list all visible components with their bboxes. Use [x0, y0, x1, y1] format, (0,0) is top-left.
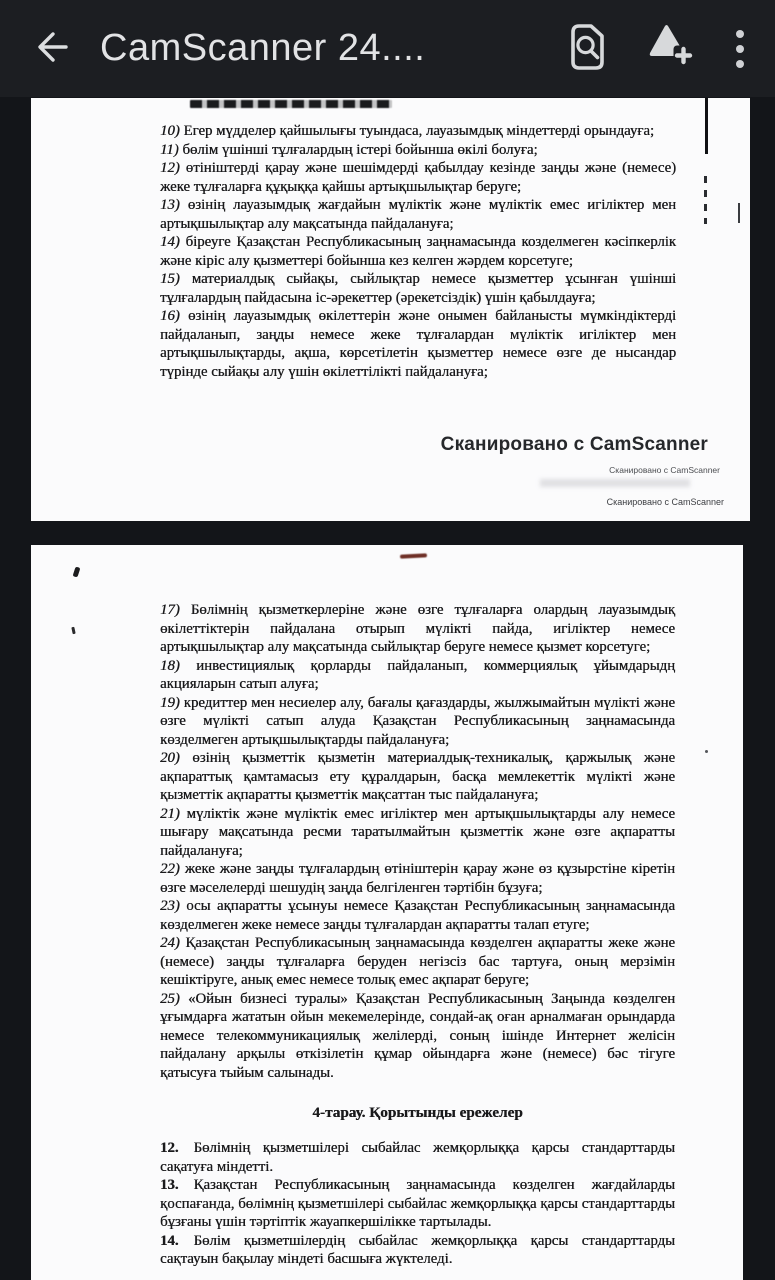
app-bar	[0, 0, 775, 97]
more-vertical-icon	[736, 26, 744, 71]
doc-item-11	[160, 141, 676, 160]
document-search-icon	[568, 22, 608, 75]
item-number: 13)	[160, 197, 180, 213]
scan-crease-artifact	[705, 98, 708, 154]
doc-item-12	[160, 159, 676, 196]
overflow-menu-button[interactable]	[715, 19, 765, 79]
document-title: CamScanner 24....	[100, 27, 426, 69]
doc-clause-13	[160, 1176, 675, 1232]
doc-item-10	[160, 122, 676, 141]
scan-speck-artifact	[705, 750, 708, 753]
doc-item-19	[160, 694, 675, 750]
app-bar-actions	[531, 19, 775, 79]
doc-item-14	[160, 233, 676, 270]
item-text: Бөлімнің қызметкерлеріне және өзге тұлғаларға олардың лауазымдық өкілеттіктерін пайдалана отырып мүлікті пайда, игіліктер немесе артықшылықтар алу мақсатында сыйлықтар беруге немесе қызмет корсетуге;	[160, 602, 676, 655]
clause-number: 13.	[160, 1177, 179, 1193]
doc-clause-14	[160, 1232, 675, 1269]
clause-text: Бөлім қызметшілердің сыбайлас жемқорлыққа қарсы стандарттарды сақтауын бақылау міндеті басшыға жүктеледі.	[160, 1232, 675, 1267]
doc-item-24	[160, 934, 675, 990]
item-number: 25)	[160, 990, 180, 1007]
camscanner-watermark-small: Сканировано с CamScanner	[606, 497, 724, 507]
item-text: жеке және заңды тұлғалардың өтініштерін қарау және өз құзырстіне кіретін өзге мәселелерді шешудің заңда белгіленген тәртібін бұзуға;	[160, 861, 675, 896]
chapter-heading: 4-тарау. Қорытынды ережелер	[312, 1104, 523, 1121]
clipped-text-remnant	[190, 100, 392, 108]
search-in-document-button[interactable]	[563, 19, 613, 79]
clause-number: 14.	[160, 1232, 179, 1249]
doc-item-15	[160, 270, 676, 307]
item-number: 14)	[160, 234, 180, 250]
doc-item-25	[160, 990, 675, 1083]
item-number: 22)	[160, 861, 180, 877]
item-text: өзінің лауазымдық жағдайын мүліктік және мүліктік емес игіліктер мен артықшылықтар алу мақсатында пайдалануға;	[160, 197, 676, 232]
doc-item-22	[160, 860, 675, 897]
doc-item-20	[160, 749, 675, 805]
save-to-drive-button[interactable]	[645, 19, 695, 79]
doc-item-17	[160, 601, 675, 657]
item-number: 20)	[160, 750, 180, 766]
item-text: мүліктік және мүліктік емес игіліктер мен артықшылықтарды алу немесе шығару мақсатында ресми таратылмайтын қызметтік және өзге ақпаратты пайдалануға;	[160, 805, 675, 859]
item-number: 17)	[160, 602, 180, 618]
add-to-drive-icon	[645, 23, 695, 74]
item-number: 21)	[160, 805, 180, 822]
item-number: 16)	[160, 308, 180, 324]
item-number: 12)	[160, 160, 180, 176]
back-button[interactable]	[16, 14, 86, 84]
scan-crease-artifact	[704, 176, 707, 224]
item-text: осы ақпаратты ұсынуы немесе Қазақстан Республикасының заңнамасында көзделмеген жеке немесе заңды тұлғалардан ақпаратты талап етуге;	[160, 898, 675, 933]
item-text: біреуге Қазақстан Республикасының заңнамасында козделмеген кәсіпкерлік және кіріс алу қызметтері бойынша кез келген жәрдем корсетуге;	[160, 234, 677, 269]
item-text: бөлім үшінші тұлғалардың істері бойынша өкілі болуға;	[182, 141, 538, 158]
item-text: кредиттер мен несиелер алу, бағалы қағаздарды, жылжымайтын мүлікті және өзге мүлікті сатып алуда Қазақстан Республикасының заңнамасында көзделмеген артықшылықтарды пайдалануға;	[160, 694, 676, 748]
doc-item-21	[160, 805, 675, 861]
item-number: 10)	[160, 123, 180, 139]
doc-clause-12	[160, 1139, 675, 1176]
camscanner-watermark-small: Сканировано с CamScanner	[609, 465, 720, 475]
item-text: өзінің лауазымдық өкілеттерін және онымен байланысты мүмкіндіктерді пайдаланып, заңды немесе жеке тұлғалардан мүліктік игіліктер мен артықшылықтарды, ақша, көрсетілетін қызметтер немесе өзге де нысандар түрінде сыйақы алу үшін өкілеттілікті пайдалануға;	[160, 308, 677, 380]
item-text: өтініштерді қарау және шешімдерді қабылдау кезінде заңды және (немесе) жеке тұлғаларға құқыққа қайшы артықшылықтар беруге;	[160, 160, 677, 195]
item-number: 11)	[160, 141, 179, 158]
item-number: 24)	[160, 935, 180, 951]
scanned-page-1	[31, 98, 750, 521]
watermark-smudge	[540, 479, 690, 487]
arrow-left-icon	[31, 27, 71, 70]
clause-number: 12.	[160, 1140, 179, 1156]
clause-text: Бөлімнің қызметшілері сыбайлас жемқорлыққа қарсы стандарттарды сақатуға міндетті.	[160, 1140, 675, 1175]
item-text: «Ойын бизнесі туралы» Қазақстан Республикасының Заңында көзделген ұғымдарға жататын ойын мекемелерінде, сондай-ақ оған арналмаған орындарда немесе телекоммуникациялық желілерді, соның ішінде Интернет желісін пайдалану арқылы өткізілетін құмар ойындарға және (немесе) бәс тігуге қатысуға тыйым салынады.	[160, 990, 676, 1081]
item-number: 15)	[160, 271, 180, 287]
scan-crease-artifact	[738, 203, 740, 223]
item-number: 18)	[160, 657, 180, 674]
item-number: 19)	[160, 694, 180, 711]
item-number: 23)	[160, 898, 180, 914]
doc-item-16	[160, 307, 676, 381]
item-text: Егер мүдделер қайшылығы туындаса, лауазымдық міндеттерді орындауға;	[183, 123, 654, 139]
doc-item-18	[160, 657, 675, 694]
scanned-page-2	[31, 545, 743, 1280]
scan-speck-artifact	[73, 566, 81, 577]
clause-text: Қазақстан Республикасының заңнамасында көзделген жағдайларды қоспағанда, бөлімнің қызметшілері сыбайлас жемқорлыққа қарсы стандарттарды бұзғаны үшін тәртіптік жауапкершілікке тартылады.	[160, 1177, 675, 1230]
item-text: Қазақстан Республикасының заңнамасында көзделген ақпаратты жеке және (немесе) заңды тұлғаларға беруден негізсіз бас тартуға, оның мерзімін кешіктіруге, анық емес немесе толық емес ақпарат беруге;	[160, 935, 676, 988]
item-text: инвестициялық қорларды пайдаланып, коммерциялық ұйымдарыдң акцияларын сатып алуға;	[160, 657, 675, 692]
scan-speck-artifact	[71, 627, 75, 634]
doc-item-13	[160, 196, 676, 233]
doc-item-23	[160, 897, 675, 934]
red-pen-mark-artifact	[400, 553, 427, 558]
camscanner-watermark-large: Сканировано с CamScanner	[440, 434, 708, 455]
item-text: материалдық сыйақы, сыйлықтар немесе қызметтер ұсынған үшінші тұлғалардың пайдасына іс-әрекеттер (әрекетсіздік) үшін қабылдауға;	[160, 271, 676, 306]
item-text: өзінің қызметтік қызметін материалдық-техникалық, қаржылық және ақпараттық қамтамасыз ету құралдарын, басқа мемлекеттік мүлікті және қызметтік ақпаратты қызметтік мақсаттан тыс пайдалануға;	[160, 750, 676, 803]
